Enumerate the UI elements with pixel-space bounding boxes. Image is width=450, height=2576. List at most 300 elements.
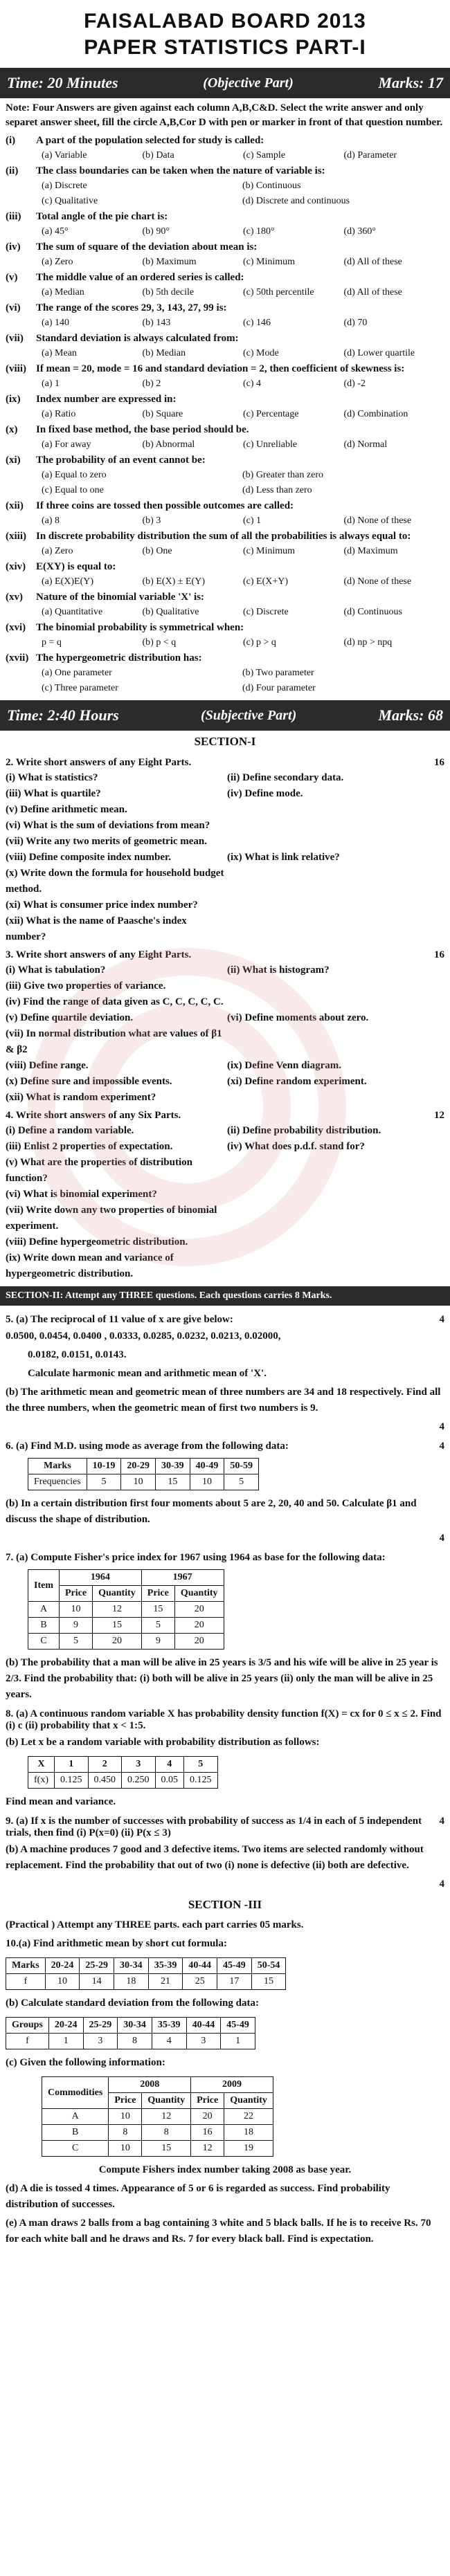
subjective-band (0, 700, 450, 731)
q7-cell: B (28, 1618, 60, 1634)
q7-row (28, 1634, 224, 1650)
q8-row (28, 1757, 218, 1773)
q10b-cell: 1 (48, 2034, 83, 2049)
mcq-option: (b) 2 (142, 378, 161, 389)
mcq-option: (c) 50th percentile (243, 287, 314, 298)
q10a-cell: Marks (6, 1958, 46, 1974)
q2-part-row (0, 786, 450, 802)
q10a-cell: 20-24 (45, 1958, 80, 1974)
mcq-options (6, 483, 444, 498)
mcq-question: The middle value of an ordered series is called: (36, 272, 244, 283)
q7-part-a: (a) Compute Fisher's price index for 1967 using 1964 as base for the following data: (16, 1552, 386, 1563)
q4-part: (viii) Define hypergeometric distribution. (6, 1236, 188, 1248)
mcq-options (6, 544, 444, 559)
subjective-time: Time: 2:40 Hours (7, 706, 119, 724)
q2-part: (xii) What is the name of Paasche's index number? (6, 915, 187, 942)
q8-cell: 0.450 (88, 1773, 122, 1789)
mcq-item (0, 422, 450, 453)
mcq-option: (c) Discrete (243, 607, 289, 617)
q10b-cell: 3 (83, 2034, 118, 2049)
q3-part: (ix) Define Venn diagram. (227, 1060, 341, 1071)
q3-head-left (6, 949, 191, 961)
q10-part-c-note: Compute Fishers index number taking 2008 as base year. (98, 2164, 352, 2175)
question-7 (0, 1548, 450, 1704)
mcq-option: (d) Parameter (343, 150, 397, 161)
mcq-options (6, 346, 444, 361)
mcq-option: (b) Qualitative (142, 607, 199, 617)
mcq-option: (a) E(X)E(Y) (42, 576, 94, 587)
q8-cell: 5 (184, 1757, 218, 1773)
q8-cell: 0.125 (184, 1773, 218, 1789)
question-2 (0, 753, 450, 945)
mcq-item (0, 453, 450, 498)
q8-cell: 0.05 (155, 1773, 184, 1789)
q6-marks: 4 (439, 1441, 444, 1452)
mcq-options (6, 376, 444, 392)
mcq-option: (b) Greater than zero (242, 470, 323, 480)
mcq-number: (xvi) (6, 622, 26, 633)
q3-part-row (0, 978, 450, 994)
q10b-cell: 45-49 (221, 2018, 255, 2034)
mcq-question-row (6, 239, 444, 255)
mcq-item (0, 133, 450, 163)
q9-marks: 4 (439, 1816, 444, 1827)
q6-table (28, 1458, 259, 1490)
question-5 (0, 1310, 450, 1436)
mcq-option: (c) 180° (243, 226, 275, 237)
mcq-number: (ix) (6, 394, 21, 405)
mcq-item (0, 559, 450, 590)
q10b-cell: 3 (186, 2034, 221, 2049)
q7-cell: Price (60, 1586, 93, 1602)
q10c-cell: Commodities (42, 2077, 109, 2109)
mcq-question-row (6, 392, 444, 407)
q10c-cell: 15 (142, 2141, 191, 2157)
q7-cell: 20 (174, 1602, 224, 1618)
objective-time: Time: 20 Minutes (7, 74, 118, 91)
q6-cell: 10 (121, 1474, 156, 1490)
objective-marks: Marks: 17 (378, 74, 443, 91)
mcq-option: (a) 140 (42, 318, 70, 328)
q4-part-row (0, 1234, 450, 1250)
q3-marks: 16 (434, 949, 444, 960)
q10c-row (42, 2141, 273, 2157)
q4-number: 4. (6, 1110, 16, 1121)
mcq-question: The range of the scores 29, 3, 143, 27, 99 is: (36, 302, 227, 313)
q3-part: (viii) Define range. (6, 1060, 89, 1071)
q6-part-b: (b) In a certain distribution first four moments about 5 are 2, 20, 40 and 50. Calculate β1 and discuss the shape of distribution. (6, 1498, 417, 1525)
q10a-cell: 25-29 (80, 1958, 114, 1974)
q8-cell: 2 (88, 1757, 122, 1773)
mcq-item (0, 361, 450, 392)
q10-part-b: (b) Calculate standard deviation from the following data: (6, 1998, 259, 2009)
mcq-question-row (6, 331, 444, 346)
mcq-question: If mean = 20, mode = 16 and standard deviation = 2, then coefficient of skewness is: (36, 363, 405, 374)
q3-part-row (0, 1090, 450, 1106)
q10c-row (42, 2125, 273, 2141)
q10a-cell: 18 (114, 1974, 149, 1990)
q10b-cell: 25-29 (83, 2018, 118, 2034)
mcq-option: (c) 4 (243, 378, 262, 389)
q10a-row (6, 1974, 286, 1990)
q7-cell: 20 (93, 1634, 142, 1650)
q3-part-row (0, 962, 450, 978)
q7-number: 7. (6, 1552, 14, 1563)
mcq-option: (a) 8 (42, 515, 60, 526)
mcq-option: (a) One parameter (42, 668, 112, 678)
mcq-question: The class boundaries can be taken when the nature of variable is: (36, 165, 325, 176)
mcq-option: (a) Variable (42, 150, 87, 161)
q10b-row (6, 2018, 255, 2034)
paper-title: PAPER STATISTICS PART-I (84, 36, 366, 59)
mcq-option: (d) Normal (343, 439, 388, 450)
mcq-options (6, 681, 444, 696)
q10b-cell: 40-44 (186, 2018, 221, 2034)
q6-cell: 5 (87, 1474, 121, 1490)
mcq-list (0, 133, 450, 696)
q4-part-row (0, 1123, 450, 1139)
mcq-option: (a) Median (42, 287, 84, 298)
mcq-options (6, 468, 444, 483)
mcq-question: E(XY) is equal to: (36, 561, 116, 572)
q3-part: (iii) Give two properties of variance. (6, 980, 166, 992)
q10c-cell: 22 (224, 2109, 273, 2125)
q2-part-row (0, 802, 450, 818)
q10b-table (6, 2017, 255, 2049)
q4-part-row (0, 1187, 450, 1203)
mcq-option: (d) Lower quartile (343, 348, 415, 358)
q10a-cell: 10 (45, 1974, 80, 1990)
q2-heading: Write short answers of any Eight Parts. (15, 757, 192, 768)
q6-cell: 5 (224, 1474, 259, 1490)
q5-part-a-2: Calculate harmonic mean and arithmetic mean of 'X'. (28, 1368, 267, 1379)
objective-note: Note: Four Answers are given against each column A,B,C&D. Select the write answer and only separet answer sheet, fill the circle A,B,Cor D with pen or marker in front of that question number. (6, 102, 443, 128)
q2-part: (iii) What is quartile? (6, 788, 101, 799)
mcq-number: (xv) (6, 592, 23, 603)
mcq-number: (xi) (6, 455, 21, 466)
mcq-question-row (6, 453, 444, 468)
mcq-question-row (6, 590, 444, 605)
mcq-option: (b) 5th decile (142, 287, 195, 298)
mcq-number: (ii) (6, 165, 19, 176)
q4-heading: Write short answers of any Six Parts. (15, 1110, 181, 1121)
mcq-option: (c) Percentage (243, 409, 299, 419)
q3-part-row (0, 1010, 450, 1026)
mcq-question-row (6, 529, 444, 544)
subjective-part: (Subjective Part) (200, 707, 297, 723)
mcq-option: p = q (42, 637, 62, 648)
q2-marks: 16 (434, 757, 444, 768)
q9-part-b-marks: 4 (439, 1879, 444, 1890)
mcq-question: A part of the population selected for study is called: (36, 135, 264, 146)
q7-cell: C (28, 1634, 60, 1650)
mcq-number: (viii) (6, 363, 26, 374)
q6-row (28, 1459, 259, 1474)
mcq-option: (a) Zero (42, 257, 73, 267)
mcq-options (6, 316, 444, 331)
mcq-question-row (6, 270, 444, 285)
mcq-item (0, 590, 450, 620)
mcq-option: (a) Discrete (42, 181, 87, 191)
q6-row (28, 1474, 259, 1490)
q10a-row (6, 1958, 286, 1974)
mcq-option: (d) Discrete and continuous (242, 196, 350, 206)
q2-part-row (0, 850, 450, 866)
mcq-option: (d) Combination (343, 409, 408, 419)
mcq-question-row (6, 300, 444, 316)
q6-number: 6. (6, 1441, 14, 1452)
mcq-item (0, 392, 450, 422)
q3-part-row (0, 1026, 450, 1058)
mcq-options (6, 513, 444, 529)
mcq-item (0, 650, 450, 696)
q7-cell: Price (141, 1586, 174, 1602)
q8-part-c: Find mean and variance. (6, 1796, 116, 1807)
q7-cell: 20 (174, 1634, 224, 1650)
q8-row (28, 1773, 218, 1789)
mcq-number: (xiv) (6, 561, 26, 572)
mcq-option: (c) 146 (243, 318, 271, 328)
q2-part: (v) Define arithmetic mean. (6, 804, 127, 815)
mcq-option: (b) One (142, 546, 172, 556)
mcq-option: (b) Maximum (142, 257, 197, 267)
mcq-option: (d) -2 (343, 378, 366, 389)
q3-part: (ii) What is histogram? (227, 965, 330, 976)
mcq-option: (a) Mean (42, 348, 77, 358)
q5-marks: 4 (439, 1314, 444, 1325)
mcq-options (6, 407, 444, 422)
q7-year-row (28, 1570, 224, 1586)
q7-cell: 5 (60, 1634, 93, 1650)
mcq-option: (b) 143 (142, 318, 171, 328)
q8-cell: 0.250 (122, 1773, 156, 1789)
question-9 (0, 1811, 450, 1894)
q10a-cell: 25 (183, 1974, 217, 1990)
mcq-option: (a) Zero (42, 546, 73, 556)
mcq-option: (d) Continuous (343, 607, 402, 617)
q10c-cell: 2009 (191, 2077, 273, 2093)
q10b-cell: 4 (152, 2034, 186, 2049)
q10c-row (42, 2109, 273, 2125)
mcq-option: (c) Mode (243, 348, 279, 358)
mcq-question: The sum of square of the deviation about mean is: (36, 241, 258, 253)
q10b-cell: 20-24 (48, 2018, 83, 2034)
mcq-item (0, 498, 450, 529)
mcq-item (0, 270, 450, 300)
question-6 (0, 1436, 450, 1548)
q10-part-d: (d) A die is tossed 4 times. Appearance of 5 or 6 is regarded as success. Find probability distribution of successes. (6, 2183, 390, 2210)
q4-head (0, 1106, 450, 1123)
mcq-question: In fixed base method, the base period should be. (36, 424, 249, 435)
q2-part: (xi) What is consumer price index number? (6, 899, 198, 911)
q4-part: (vii) Write down any two properties of binomial experiment. (6, 1205, 217, 1232)
q7-cell: Quantity (93, 1586, 142, 1602)
question-4 (0, 1106, 450, 1282)
mcq-item (0, 300, 450, 331)
q10c-cell: B (42, 2125, 109, 2141)
q10c-cell: Price (109, 2093, 142, 2109)
q10a-cell: 40-44 (183, 1958, 217, 1974)
q8-part-b: (b) Let x be a random variable with probability distribution as follows: (6, 1737, 320, 1748)
mcq-option: (c) Minimum (243, 257, 296, 267)
q4-part: (ix) Write down mean and variance of hypergeometric distribution. (6, 1252, 174, 1279)
q10c-cell: 2008 (109, 2077, 191, 2093)
q4-part: (v) What are the properties of distribution function? (6, 1157, 192, 1184)
q5-values-2: 0.0182, 0.0151, 0.0143. (28, 1349, 127, 1360)
q3-part-row (0, 1058, 450, 1074)
q10a-cell: 14 (80, 1974, 114, 1990)
mcq-option: (b) Abnormal (142, 439, 195, 450)
mcq-item (0, 331, 450, 361)
mcq-option: (b) Continuous (242, 181, 301, 191)
section-3-note: (Practical ) Attempt any THREE parts. each part carries 05 marks. (6, 1919, 304, 1930)
q8-cell: 1 (55, 1757, 89, 1773)
q6-cell: 50-59 (224, 1459, 259, 1474)
mcq-question-row (6, 559, 444, 574)
q10c-table (42, 2076, 273, 2157)
mcq-option: (a) 1 (42, 378, 60, 389)
q10c-cell: Quantity (224, 2093, 273, 2109)
mcq-option: (c) Equal to one (42, 485, 104, 495)
q10c-year-row (42, 2077, 273, 2093)
mcq-option: (b) 90° (142, 226, 170, 237)
q4-part: (ii) Define probability distribution. (227, 1125, 381, 1136)
q10c-cell: 19 (224, 2141, 273, 2157)
q10a-cell: 17 (217, 1974, 252, 1990)
q2-part: (ix) What is link relative? (227, 852, 340, 863)
q3-part: (vii) In normal distribution what are values of β1 & β2 (6, 1028, 222, 1055)
q10a-cell: f (6, 1974, 46, 1990)
q10a-cell: 30-34 (114, 1958, 149, 1974)
q2-part-row (0, 818, 450, 834)
mcq-options (6, 194, 444, 209)
q9-number: 9. (6, 1816, 14, 1827)
mcq-option: (b) Square (142, 409, 183, 419)
q6-cell: 20-29 (121, 1459, 156, 1474)
q3-part: (xi) Define random experiment. (227, 1076, 367, 1087)
mcq-number: (xii) (6, 500, 24, 511)
q2-part: (vii) Write any two merits of geometric mean. (6, 836, 208, 847)
q2-part: (vi) What is the sum of deviations from mean? (6, 820, 210, 831)
q10a-cell: 21 (148, 1974, 183, 1990)
q3-number: 3. (6, 949, 16, 960)
mcq-option: (d) Four parameter (242, 683, 316, 693)
q10a-cell: 35-39 (148, 1958, 183, 1974)
mcq-option: (a) For away (42, 439, 91, 450)
mcq-options (6, 179, 444, 194)
mcq-option: (d) None of these (343, 515, 412, 526)
q7-cell: Quantity (174, 1586, 224, 1602)
mcq-option: (a) 45° (42, 226, 69, 237)
mcq-option: (d) np > npq (343, 637, 393, 648)
mcq-question-row (6, 650, 444, 666)
mcq-question-row (6, 498, 444, 513)
mcq-question: The binomial probability is symmetrical when: (36, 622, 244, 633)
mcq-item (0, 239, 450, 270)
q3-part: (i) What is tabulation? (6, 965, 106, 976)
q7-cell: 15 (141, 1602, 174, 1618)
mcq-question: Total angle of the pie chart is: (36, 211, 168, 222)
mcq-question: Standard deviation is always calculated from: (36, 333, 239, 344)
mcq-option: (c) Three parameter (42, 683, 118, 693)
q10-part-c: (c) Given the following information: (6, 2057, 165, 2068)
q6-cell: 10 (190, 1474, 224, 1490)
q10c-cell: Quantity (142, 2093, 191, 2109)
q6-part-a: (a) Find M.D. using mode as average from the following data: (16, 1441, 289, 1452)
mcq-question: The hypergeometric distribution has: (36, 652, 202, 664)
mcq-option: (b) 3 (142, 515, 161, 526)
q5-part-b-marks: 4 (439, 1421, 444, 1432)
q4-part: (vi) What is binomial experiment? (6, 1189, 157, 1200)
q3-part: (vi) Define moments about zero. (227, 1012, 369, 1023)
mcq-option: (d) 360° (343, 226, 376, 237)
mcq-question-row (6, 361, 444, 376)
q2-part: (iv) Define mode. (227, 788, 303, 799)
q10-part-a: 10.(a) Find arithmetic mean by short cut formula: (6, 1938, 227, 1949)
q10c-cell: 10 (109, 2141, 142, 2157)
q3-part: (xii) What is random experiment? (6, 1092, 156, 1103)
q4-part-row (0, 1139, 450, 1155)
q4-part-row (0, 1250, 450, 1282)
q2-number: 2. (6, 757, 16, 768)
q6-cell: 40-49 (190, 1459, 224, 1474)
mcq-options (6, 437, 444, 453)
q7-cell: Item (28, 1570, 60, 1602)
q7-cell: A (28, 1602, 60, 1618)
mcq-option: (b) E(X) ± E(Y) (142, 576, 205, 587)
mcq-number: (x) (6, 424, 18, 435)
q9-part-b: (b) A machine produces 7 good and 3 defective items. Two items are selected randomly without replacement. Find the probability that out of two (i) none is defective (ii) both are defective. (6, 1844, 424, 1871)
mcq-option: (b) p < q (142, 637, 177, 648)
mcq-number: (i) (6, 135, 16, 146)
q3-part-row (0, 1074, 450, 1090)
q7-cell: 1964 (60, 1570, 142, 1586)
q2-part: (i) What is statistics? (6, 772, 98, 783)
mcq-item (0, 163, 450, 209)
mcq-option: (a) Equal to zero (42, 470, 107, 480)
q6-cell: 30-39 (156, 1459, 190, 1474)
q10b-cell: Groups (6, 2018, 49, 2034)
mcq-options (6, 255, 444, 270)
mcq-question: In discrete probability distribution the sum of all the probabilities is always equal to: (36, 531, 411, 542)
q10b-cell: 30-34 (118, 2018, 152, 2034)
q2-head (0, 753, 450, 770)
q2-part-row (0, 834, 450, 850)
q10b-cell: 35-39 (152, 2018, 186, 2034)
mcq-question-row (6, 209, 444, 224)
q2-part: (viii) Define composite index number. (6, 852, 172, 863)
q7-cell: 12 (93, 1602, 142, 1618)
mcq-option: (b) Median (142, 348, 186, 358)
q10c-cell: 16 (191, 2125, 224, 2141)
mcq-option: (b) Data (142, 150, 174, 161)
mcq-option: (d) All of these (343, 287, 402, 298)
mcq-options (6, 635, 444, 650)
q6-cell: Marks (28, 1459, 87, 1474)
q5-number: 5. (6, 1314, 14, 1325)
q10a-cell: 45-49 (217, 1958, 252, 1974)
mcq-question: The probability of an event cannot be: (36, 455, 206, 466)
q8-table (28, 1756, 218, 1789)
q6-cell: 15 (156, 1474, 190, 1490)
mcq-option: (c) p > q (243, 637, 276, 648)
q10c-cell: Price (191, 2093, 224, 2109)
mcq-item (0, 529, 450, 559)
mcq-option: (c) Qualitative (42, 196, 98, 206)
q10c-cell: 20 (191, 2109, 224, 2125)
mcq-options (6, 285, 444, 300)
q7-cell: 9 (141, 1634, 174, 1650)
